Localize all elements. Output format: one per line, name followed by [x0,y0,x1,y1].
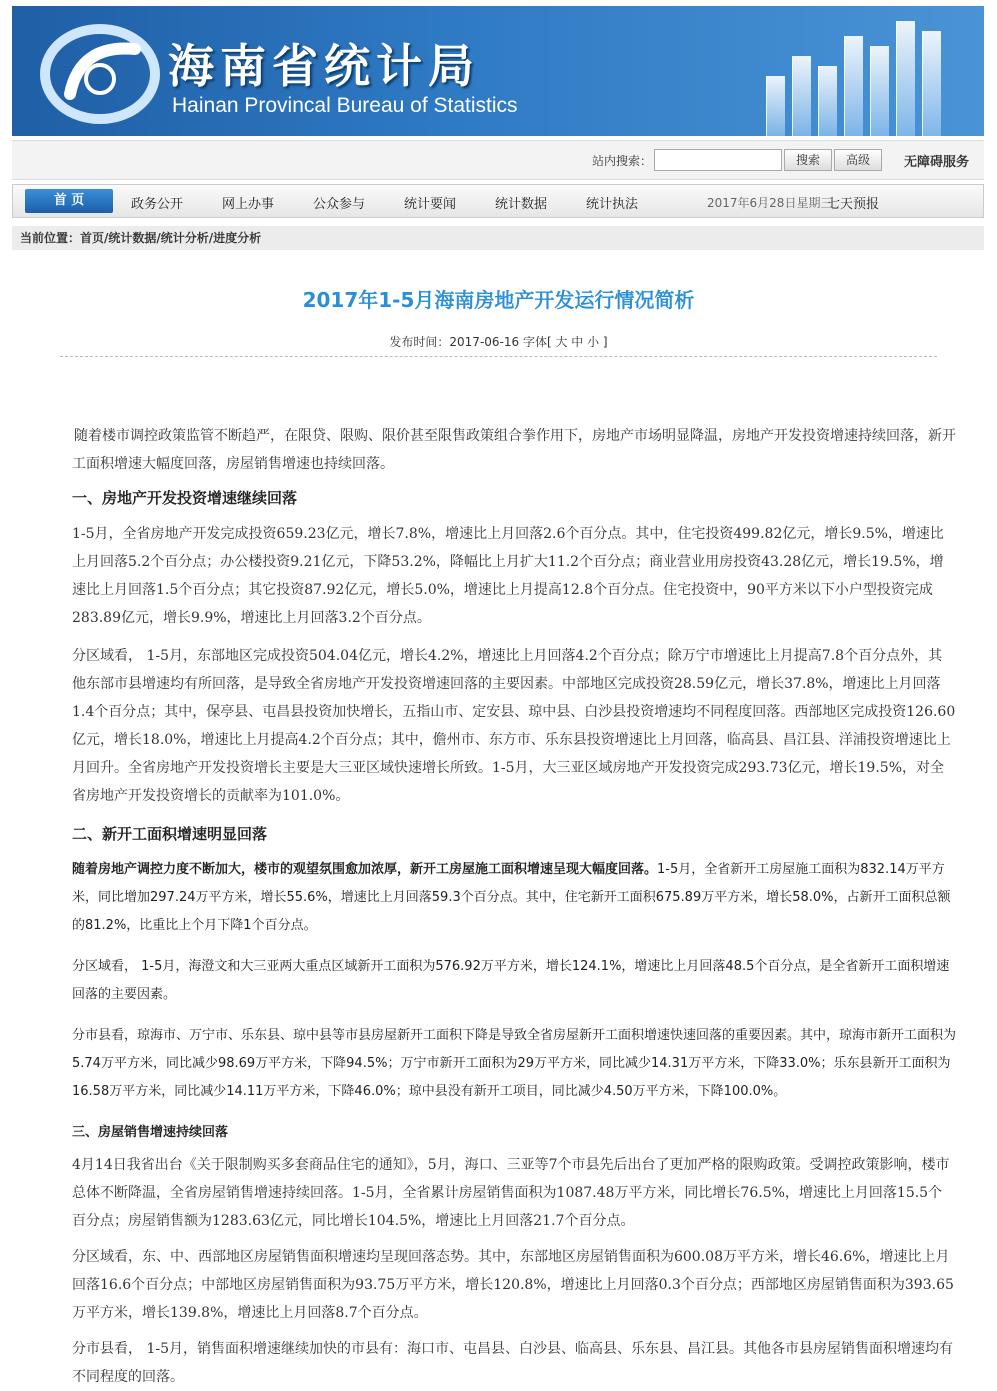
nav-item-home[interactable]: 首 页 [25,189,113,213]
nav-item-statistics-data[interactable]: 统计数据 [495,197,548,212]
paragraph-sales-county: 分市县看， 1-5月，销售面积增速继续加快的市县有：海口市、屯昌县、白沙县、临高县、乐东县、昌江县。其他各市县房屋销售面积增速均有不同程度的回落。 [72,1341,953,1385]
advanced-search-button[interactable]: 高级 [834,149,882,171]
site-banner [12,6,984,136]
bureau-logo-icon [40,24,160,124]
title-divider [60,356,937,359]
paragraph-construction-county: 分市县看，琼海市、万宁市、乐东县、琼中县等市县房屋新开工面积下降是导致全省房屋新开工面积增速快速回落的重要因素。其中，琼海市新开工面积为5.74万平方米，同比减少98.69万平方米，下降94.5%；万宁市新开工面积为29万平方米，同比减少14.31万平方米，下降33.0%；乐东县新开工面积为16.58万平方米，同比减少14.11万平方米，下降46.0%；琼中县没有新开工项目，同比减少4.50万平方米，下降100.0%。 [72,1028,957,1099]
nav-item-government-affairs[interactable]: 政务公开 [131,197,184,212]
article-title: 2017年1-5月海南房地产开发运行情况简析 [302,288,695,312]
search-label: 站内搜索： [592,154,653,168]
article-content [72,422,956,1391]
nav-item-public-participation[interactable]: 公众参与 [313,197,366,212]
main-nav [12,184,984,218]
paragraph-investment: 1-5月，全省房地产开发完成投资659.23亿元，增长7.8%，增速比上月回落2.6个百分点。其中，住宅投资499.82亿元，增长9.5%，增速比上月回落5.2个百分点；办公楼投资9.21亿元，下降53.2%，降幅比上月扩大11.2个百分点；商业营业用房投资43.28亿元，增长19.5%，增速比上月回落1.5个百分点；其它投资87.92亿元，增长5.0%，增速比上月提高12.8个百分点。住宅投资中，90平方米以下小户型投资完成283.89亿元，增长9.9%，增速比上月回落3.2个百分点。 [72,526,944,626]
section-heading-3: 三、房屋销售增速持续回落 [72,1125,229,1140]
search-button[interactable]: 搜索 [784,149,832,171]
search-bar [12,140,984,180]
accessibility-link[interactable]: 无障碍服务 [904,155,970,170]
section-heading-2: 二、新开工面积增速明显回落 [72,825,268,843]
paragraph-new-construction-lead: 随着房地产调控力度不断加大，楼市的观望氛围愈加浓厚，新开工房屋施工面积增速呈现大幅度回落。 [72,862,658,877]
paragraph-new-construction-body: 1-5月，全省新开工房屋施工面积为832.14万平方米，同比增加297.24万平方米，增长55.6%，增速比上月回落59.3个百分点。其中，住宅新开工面积675.89万平方米，增长58.0%，占新开工面积总额的81.2%，比重比上个月下降1个百分点。 [72,862,951,933]
nav-item-statistics-news[interactable]: 统计要闻 [404,197,457,212]
search-input[interactable] [654,149,782,171]
paragraph-intro: 随着楼市调控政策监管不断趋严，在限贷、限购、限价甚至限售政策组合拳作用下，房地产市场明显降温，房地产开发投资增速持续回落，新开工面积增速大幅度回落，房屋销售增速也持续回落。 [72,428,956,472]
paragraph-sales-region: 分区域看，东、中、西部地区房屋销售面积增速均呈现回落态势。其中，东部地区房屋销售面积为600.08万平方米，增长46.6%，增速比上月回落16.6个百分点；中部地区房屋销售面积为93.75万平方米，增长120.8%，增速比上月回落0.3个百分点；西部地区房屋销售面积为393.65万平方米，增长139.8%，增速比上月回落8.7个百分点。 [72,1249,954,1321]
nav-item-statistics-enforcement[interactable]: 统计执法 [586,197,639,212]
article-meta: 发布时间：2017-06-16 字体[ 大 中 小 ] [389,335,608,349]
paragraph-sales: 4月14日我省出台《关于限制购买多套商品住宅的通知》，5月，海口、三亚等7个市县先后出台了更加严格的限购政策。受调控政策影响，楼市总体不断降温，全省房屋销售增速持续回落。1-5月，全省累计房屋销售面积为1087.48万平方米，同比增长76.5%，增速比上月回落15.5个百分点；房屋销售额为1283.63亿元，同比增长104.5%，增速比上月回落21.7个百分点。 [72,1157,950,1229]
site-title-cn: 海南省统计局 [168,39,480,93]
paragraph-construction-region: 分区域看， 1-5月，海澄文和大三亚两大重点区域新开工面积为576.92万平方米，增长124.1%，增速比上月回落48.5个百分点，是全省新开工面积增速回落的主要因素。 [72,959,950,1002]
section-heading-1: 一、房地产开发投资增速继续回落 [72,489,298,507]
site-title-en: Hainan Provincal Bureau of Statistics [172,94,518,117]
current-date: 2017年6月28日星期三 [707,196,833,210]
paragraph-new-construction [72,856,956,940]
paragraph-investment-region: 分区域看， 1-5月，东部地区完成投资504.04亿元，增长4.2%，增速比上月回落4.2个百分点；除万宁市增速比上月提高7.8个百分点外，其他东部市县增速均有所回落，是导致全省房地产开发投资增速回落的主要因素。中部地区完成投资28.59亿元，增长37.8%，增速比上月回落1.4个百分点；其中，保亭县、屯昌县投资加快增长，五指山市、定安县、琼中县、白沙县投资增速均不同程度回落。西部地区完成投资126.60亿元，增长18.0%，增速比上月提高4.2个百分点；其中，儋州市、东方市、乐东县投资增速比上月回落，临高县、昌江县、洋浦投资增速比上月回升。全省房地产开发投资增长主要是大三亚区域快速增长所致。1-5月，大三亚区域房地产开发投资完成293.73亿元，增长19.5%，对全省房地产开发投资增长的贡献率为101.0%。 [72,648,956,804]
nav-item-online-services[interactable]: 网上办事 [222,197,275,212]
breadcrumb: 当前位置：首页/统计数据/统计分析/进度分析 [12,226,984,250]
banner-bars-decoration [756,16,966,136]
weather-forecast-link[interactable]: 七天预报 [827,197,880,212]
